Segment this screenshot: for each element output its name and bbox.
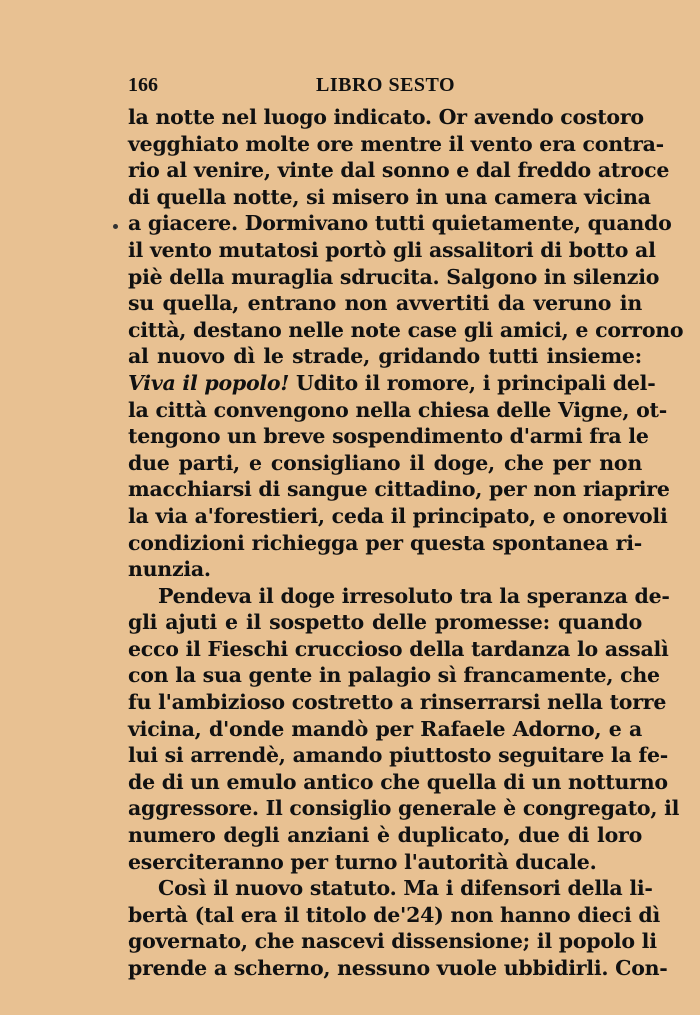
- text-line: ecco il Fieschi cruccioso della tardanza lo assalì: [128, 636, 669, 661]
- text-line: Così il nuovo statuto. Ma i difensori della li-: [158, 876, 653, 901]
- text-line: governato, che nascevi dissensione; il popolo li: [128, 929, 657, 954]
- text-line: piè della muraglia sdrucita. Salgono in silenzio: [128, 264, 660, 289]
- text-line: rio al venire, vinte dal sonno e dal freddo atroce: [128, 158, 670, 183]
- text-line: condizioni richiegga per questa spontanea ri-: [128, 530, 642, 555]
- body-text: [128, 104, 684, 982]
- text-line: nunzia.: [128, 557, 211, 582]
- text-line: la notte nel luogo indicato. Or avendo costoro: [128, 105, 644, 129]
- text-line: a giacere. Dormivano tutti quietamente, quando: [128, 211, 672, 236]
- text-line: de di un emulo antico che quella di un notturno: [128, 769, 668, 794]
- text-line-rest: Udito il romore, i principali del-: [289, 370, 656, 395]
- text-line: gli ajuti e il sospetto delle promesse: quando: [128, 610, 642, 635]
- text-line: al nuovo dì le strade, gridando tutti insieme:: [128, 344, 642, 369]
- text-line: con la sua gente in palagio sì francamente, che: [128, 663, 660, 688]
- text-line: città, destano nelle note case gli amici, e corrono: [128, 317, 684, 342]
- text-line: vicina, d'onde mandò per Rafaele Adorno, e a: [128, 716, 642, 741]
- text-line: prende a scherno, nessuno vuole ubbidirli. Con-: [128, 956, 668, 980]
- text-line: tengono un breve sospendimento d'armi fra le: [128, 424, 649, 449]
- text-line: vegghiato molte ore mentre il vento era contra-: [128, 131, 664, 156]
- section-title: LIBRO SESTO: [316, 74, 456, 96]
- text-line: il vento mutatosi portò gli assalitori di botto al: [128, 237, 656, 262]
- text-line: eserciteranno per turno l'autorità ducale.: [128, 849, 597, 874]
- text-line: la via a'forestieri, ceda il principato, e onorevoli: [128, 503, 668, 528]
- italic-exclamation: Viva il popolo!: [128, 370, 290, 395]
- text-line: Pendeva il doge irresoluto tra la speranza de-: [158, 583, 670, 608]
- text-line: [128, 370, 656, 397]
- text-line: numero degli anziani è duplicato, due di loro: [128, 823, 642, 848]
- text-line: fu l'ambizioso costretto a rinserrarsi nella torre: [128, 690, 667, 715]
- text-line: su quella, entrano non avvertiti da veruno in: [128, 291, 642, 316]
- page-number: 166: [128, 74, 158, 96]
- text-line: bertà (tal era il titolo de'24) non hanno dieci dì: [128, 902, 661, 927]
- text-line: due parti, e consigliano il doge, che per non: [128, 450, 642, 475]
- book-page: [128, 74, 684, 982]
- running-head: [128, 74, 642, 104]
- text-line: macchiarsi di sangue cittadino, per non riaprire: [128, 477, 670, 502]
- text-line: la città convengono nella chiesa delle Vigne, ot-: [128, 397, 668, 422]
- text-line: lui si arrendè, amando piuttosto seguitare la fe-: [128, 743, 668, 768]
- text-line: aggressore. Il consiglio generale è congregato, il: [128, 796, 680, 821]
- margin-mark: [113, 224, 118, 229]
- text-line: di quella notte, si misero in una camera vicina: [128, 184, 651, 209]
